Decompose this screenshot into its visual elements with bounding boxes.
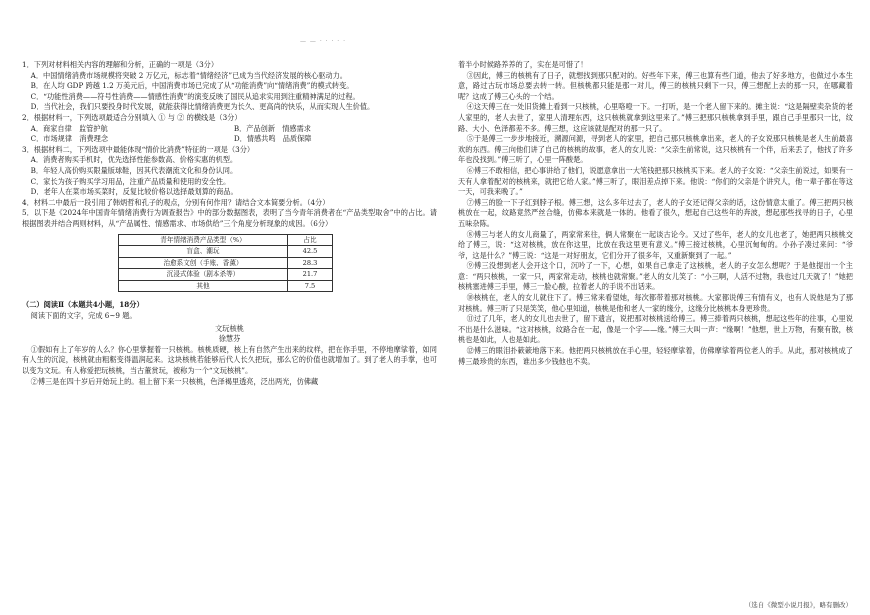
reading-instruction: 阅读下面的文字，完成 6~9 题。 bbox=[30, 311, 137, 321]
table-row bbox=[119, 246, 333, 258]
story-paragraph-5: ⑤于是傅三一步步地接近，溯源问源，寻到老人的家里，把自己那只核桃拿出来，老人的子女说那只核桃是老人生前最喜欢的东西。傅三向他们讲了自己的核桃的故事，老人的女儿说：“父亲生前常说，这只核桃有一个伴，后来丢了，他找了许多年也没找到。”傅三听了，心里一阵酸楚。 bbox=[458, 134, 853, 165]
question-1-option-d: D．当代社会，我们只要投身时代发展，就能获得比情绪消费更为长久、更高尚的快乐，从而实现人生价值。 bbox=[30, 102, 375, 112]
table-cell-share: 28.3 bbox=[288, 257, 333, 269]
story-paragraph-8: ⑧傅三与老人的女儿商量了，两家常来往，俩人常聚在一起谈古论今。又过了些年，老人的女儿也老了，她把两只核桃交给了傅三，说：“这对核桃，放在你这里，比放在我这里更有意义。”傅三接过核桃，心里沉甸甸的。小孙子凑过来问：“爷爷，这是什么？”傅三说：“这是一对好朋友，它们分开了很多年，又重新聚到了一起。” bbox=[458, 229, 853, 260]
question-3-option-d: D．老年人在菜市场买菜时，反复比较价格以选择最划算的商品。 bbox=[30, 187, 238, 197]
story-paragraph-6: ⑥傅三不敢相信，把心事讲给了他们，说愿意拿出一大笔钱把那只核桃买下来。老人的子女说：“父亲生前说过，如果有一天有人拿着配对的核桃来，就把它给人家。”傅三听了，眼泪差点掉下来。他说：“你们的父亲是个讲究人，他一辈子都在等这一天，可我来晚了。” bbox=[458, 165, 853, 197]
story-paragraph-12: ⑫傅三的眼泪扑簌簌地落下来。他把两只核桃放在手心里，轻轻摩挲着，仿佛摩挲着两位老人的手。从此，那对核桃成了傅三最珍贵的东西，谁出多少钱他也不卖。 bbox=[458, 346, 853, 366]
question-3-option-a: A．消费者购买手机时，优先选择性能参数高、价格实惠的机型。 bbox=[30, 155, 238, 165]
story-author: 徐慧芬 bbox=[218, 334, 241, 344]
question-2-option-b: B．产品创新 情感需求 bbox=[233, 123, 311, 133]
question-3-option-b: B．年轻人高价购买限量版球鞋，因其代表潮流文化和身份认同。 bbox=[30, 165, 238, 175]
question-1-option-a: A．中国情绪消费市场规模将突破 2 万亿元，标志着“情绪经济”已成为当代经济发展的核心驱动力。 bbox=[30, 70, 347, 80]
page-header: — — · · · · · bbox=[300, 38, 346, 45]
question-1-option-c: C．“功能性消费——符号性消费——情感性消费”的演变反映了国民从追求实用到注重精神满足的过程。 bbox=[30, 91, 360, 101]
question-2-option-d: D．情感共鸣 品质保障 bbox=[233, 134, 312, 144]
left-column bbox=[22, 60, 437, 387]
story-paragraph-1: ①假如有上了年岁的人么？你心里掌握着一只核桃。核桃质硬，核上有自然产生出来的纹样，把在你手里，不停地摩挲着，如同有人生的沉淀，核桃就由粗粝变得温润起来。这块核桃若能够后代人长久把玩，那么它的价值也就增加了。到了老人的手掌，也可以变为文玩。有人称爱把玩核桃，当古董赏玩，被称为一个“文玩核桃”。 bbox=[22, 344, 437, 376]
table-header-share: 占比 bbox=[288, 234, 333, 246]
story-paragraph-10: ⑩核桃在，老人的女儿就住下了。傅三常来看望她，每次都带着那对核桃。大家都说傅三有情有义，也有人说他是为了那对核桃。傅三听了只是笑笑，他心里知道，核桃是他和老人一家的缘分，这缘分比核桃本身更珍贵。 bbox=[458, 293, 853, 313]
section-heading: （二）阅读Ⅱ（本题共4小题，18分） bbox=[22, 300, 144, 310]
question-2-options-row-2 bbox=[22, 134, 437, 145]
source-note: （选自《微型小说月报》，略有删改） bbox=[744, 601, 852, 609]
question-2-options-row-1 bbox=[22, 124, 437, 135]
story-paragraph-2-cont: 着半小时候路养养的了，实在是可惜了！ bbox=[458, 60, 588, 69]
table-cell-type: 治愈系文创（手账、香薰） bbox=[119, 257, 288, 269]
story-paragraph-7: ⑦傅三的脸一下子红到脖子根。傅三想，这么多年过去了，老人的子女还记得父亲的话，这份情意太重了。傅三把两只核桃放在一起，纹路竟然严丝合缝，仿佛本来就是一体的。他看了很久，想起自己这些年的奔波，想起那些找寻的日子，心里五味杂陈。 bbox=[458, 197, 853, 228]
table-row bbox=[119, 257, 333, 269]
question-2-option-c: C．市场规律 消费理念 bbox=[30, 134, 109, 144]
stats-table bbox=[118, 234, 333, 293]
table-cell-type: 盲盒、潮玩 bbox=[119, 246, 288, 258]
table-cell-share: 21.7 bbox=[288, 269, 333, 281]
table-header-row bbox=[119, 234, 333, 246]
question-3-option-c: C．家长为孩子购买学习用品，注重产品质量和使用的安全性。 bbox=[30, 176, 231, 186]
table-cell-type: 其他 bbox=[119, 280, 288, 292]
story-title: 文玩核桃 bbox=[215, 323, 244, 333]
story-paragraph-2: ②傅三是在四十岁后开始玩上的。祖上留下来一只核桃，色泽褐里透亮，泛出两光，仿佛藏 bbox=[30, 376, 319, 386]
story-paragraph-4: ④这天傅三在一处旧货摊上看到一只核桃，心里咯噔一下。一打听，是一个老人留下来的。摊主说：“这是隔壁卖杂货的老人家里的，老人去世了，家里人清理东西，这只核桃就拿到这里来了。”傅三把那只核桃拿到手里，跟自己手里那只一比，纹路、大小、色泽都差不多。傅三想，这应该就是配对的那一只了。 bbox=[458, 102, 853, 133]
question-2-stem: 2．根据材料一，下列选项最适合分别填入 ① 与 ② 的横线是（3分） bbox=[22, 112, 242, 122]
table-cell-share: 7.5 bbox=[288, 280, 333, 292]
table-row bbox=[119, 280, 333, 292]
table-row bbox=[119, 269, 333, 281]
table-cell-share: 42.5 bbox=[288, 246, 333, 258]
question-1-stem: 1．下列对材料相关内容的理解和分析，正确的一项是（3分） bbox=[22, 60, 219, 69]
question-4: 4．材料二中最后一段引用了韩炳哲和孔子的观点，分别有何作用？请结合文本简要分析。（4分） bbox=[22, 197, 330, 207]
story-paragraph-9: ⑨傅三没想到老人会开这个口，沉吟了一下，心想，如果自己拿走了这核桃，老人的子女怎么想呢？于是他提出一个主意：“两只核桃，一家一只，两家常走动，核桃也就常聚。”老人的女儿笑了：“小三啊，人活不过物，我也过几天就了！”她把核桃塞进傅三手里，傅三一脸心酸，拉着老人的手说不出话来。 bbox=[458, 261, 853, 292]
table-header-type: 青年情绪消费产品类型（%） bbox=[119, 234, 288, 246]
question-1-option-b: B．在人均 GDP 跨越 1.2 万美元后，中国消费市场已完成了从“功能消费”向“情绪消费”的模式转变。 bbox=[30, 81, 354, 91]
story-paragraph-3: ③因此，傅三的核桃有了日子，就想找到那只配对的。好些年下来，傅三也算有些门道，他去了好多地方，也做过小本生意，路过古玩市场总要去转一转。但核桃都只能是那一对儿，傅三的核桃只剩下一只，傅三想配上去的那一只，在哪藏着呢？这成了傅三心头的一个结。 bbox=[458, 70, 853, 101]
question-3-stem: 3．根据材料二，下列选项中最能体现“情价比消费”特征的一项是（3分） bbox=[22, 144, 255, 154]
question-2-option-a: A．商家自律 监管护航 bbox=[30, 123, 108, 133]
story-paragraph-11: ⑪过了几年，老人的女儿也去世了，留下遗言，说把那对核桃送给傅三。傅三捧着两只核桃，想起这些年的往事，心里说不出是什么滋味。“这对核桃，纹路合在一起，像是一个字——缘。”傅三大叫一声：“缘啊！”他想，世上万物，有聚有散，核桃也是如此，人也是如此。 bbox=[458, 314, 853, 345]
question-5: 5．以下是《2024年中国青年情绪消费行为调查报告》中的部分数据图表，表明了当今青年消费者在“产品类型取舍”中的占比。请根据图表并结合两则材料，从“产品属性、情感需求、市场供给”三个角度分析现象的成因。（6分） bbox=[22, 208, 437, 228]
table-cell-type: 沉浸式体验（剧本杀等） bbox=[119, 269, 288, 281]
right-column bbox=[458, 60, 853, 367]
